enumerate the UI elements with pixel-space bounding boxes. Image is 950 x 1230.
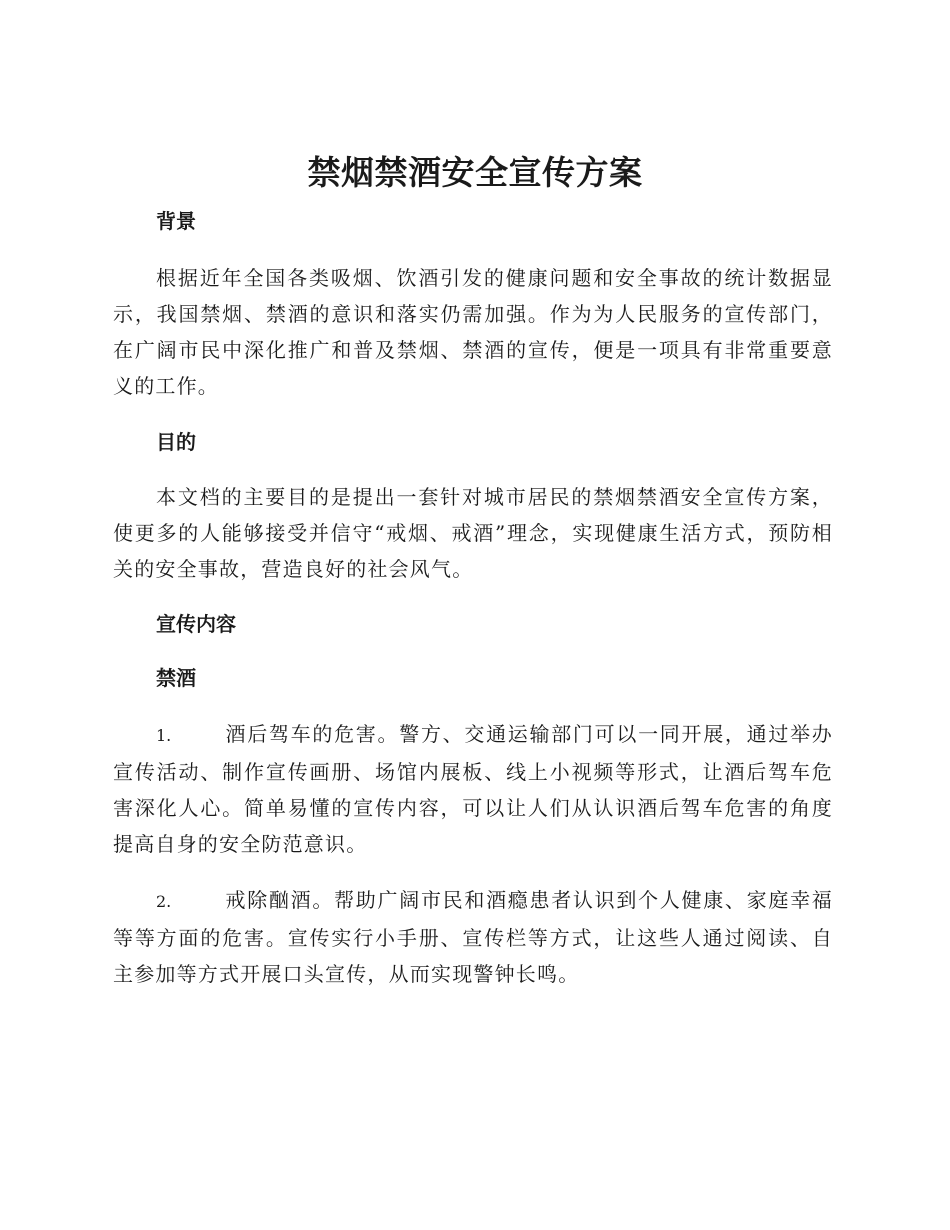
list-item-number: 1. bbox=[156, 726, 172, 745]
section-heading-background: 背景 bbox=[156, 209, 196, 233]
background-paragraph: 根据近年全国各类吸烟、饮酒引发的健康问题和安全事故的统计数据显示，我国禁烟、禁酒的意识和落实仍需加强。作为为人民服务的宣传部门，在广阔市民中深化推广和普及禁烟、禁酒的宣传，便是一项具有非常重要意义的工作。 bbox=[113, 266, 833, 398]
section-heading-goal: 目的 bbox=[156, 430, 196, 454]
subsection-heading-alcohol: 禁酒 bbox=[156, 666, 196, 690]
list-item-text: 戒除酗酒。帮助广阔市民和酒瘾患者认识到个人健康、家庭幸福等等方面的危害。宣传实行小手册、宣传栏等方式，让这些人通过阅读、自主参加等方式开展口头宣传，从而实现警钟长鸣。 bbox=[113, 888, 833, 986]
list-item-number: 2. bbox=[156, 892, 172, 911]
section-heading-content: 宣传内容 bbox=[156, 612, 236, 636]
list-item bbox=[113, 716, 833, 862]
document-body bbox=[113, 204, 833, 992]
list-item-text: 酒后驾车的危害。警方、交通运输部门可以一同开展，通过举办宣传活动、制作宣传画册、场馆内展板、线上小视频等形式，让酒后驾车危害深化人心。简单易懂的宣传内容，可以让人们从认识酒后驾车危害的角度提高自身的安全防范意识。 bbox=[113, 722, 833, 856]
goal-paragraph: 本文档的主要目的是提出一套针对城市居民的禁烟禁酒安全宣传方案，使更多的人能够接受并信守“戒烟、戒酒”理念，实现健康生活方式，预防相关的安全事故，营造良好的社会风气。 bbox=[113, 485, 833, 581]
document-title: 禁烟禁酒安全宣传方案 bbox=[307, 153, 643, 192]
list-item bbox=[113, 882, 833, 992]
